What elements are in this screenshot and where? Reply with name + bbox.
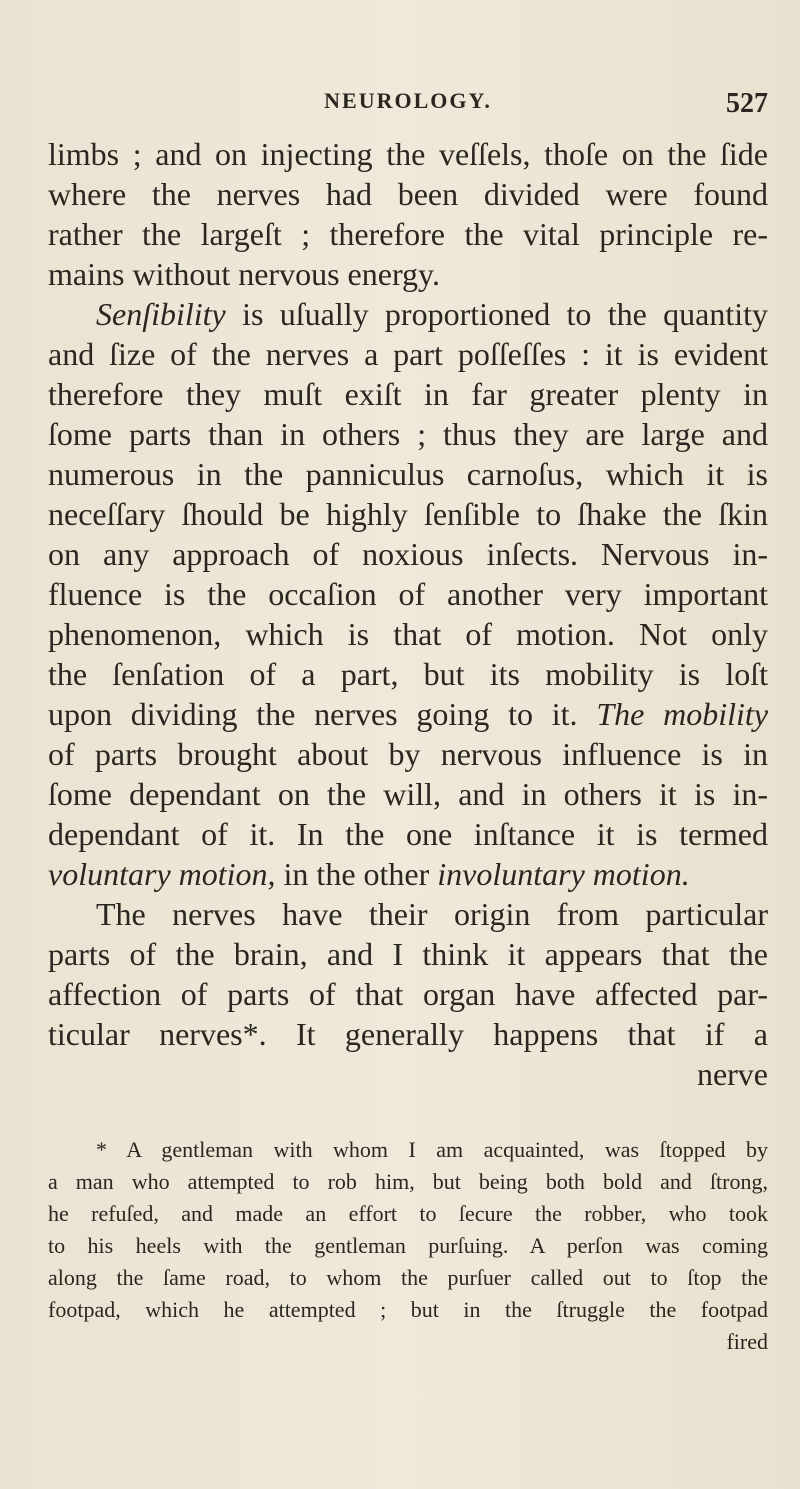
- text-line: rather the largeſt ; therefore the vital principle re-: [48, 216, 768, 252]
- text-line: where the nerves had been divided were found: [48, 176, 768, 212]
- footnote-catchword: fired: [726, 1329, 768, 1354]
- text-line: on any approach of noxious inſects. Nervous in-: [48, 536, 768, 572]
- text-line: ſome parts than in others ; thus they are large and: [48, 416, 768, 452]
- running-head: NEUROLOGY.: [324, 88, 492, 113]
- catchword: nerve: [696, 1056, 768, 1092]
- text-line: The nerves have their origin from particular: [96, 896, 768, 932]
- text-line: neceſſary ſhould be highly ſenſible to ſhake the ſkin: [48, 496, 768, 532]
- footnote-line: to his heels with the gentleman purſuing. A perſon was coming: [48, 1233, 768, 1258]
- text-line: ſome dependant on the will, and in others it is in-: [48, 776, 768, 812]
- text-fragment: is uſually proportioned to the quantity: [242, 296, 768, 332]
- text-line: [48, 294, 768, 334]
- text-line: affection of parts of that organ have affected par-: [48, 976, 768, 1012]
- text-line: and ſize of the nerves a part poſſeſſes : it is evident: [48, 336, 768, 372]
- text-fragment: in the other: [283, 856, 430, 892]
- text-line: mains without nervous energy.: [48, 256, 440, 292]
- text-line: [48, 694, 768, 734]
- italic-term-voluntary: voluntary motion,: [48, 856, 276, 892]
- text-line: numerous in the panniculus carnoſus, which it is: [48, 456, 768, 492]
- text-fragment: upon dividing the nerves going to it.: [48, 696, 578, 732]
- page-number: 527: [726, 88, 768, 119]
- text-line: phenomenon, which is that of motion. Not only: [48, 616, 768, 652]
- footnote-line: footpad, which he attempted ; but in the ſtruggle the footpad: [48, 1297, 768, 1322]
- text-line: ticular nerves*. It generally happens that if a: [48, 1016, 768, 1052]
- footnote-line: he refuſed, and made an effort to ſecure the robber, who took: [48, 1201, 768, 1226]
- page-header: [48, 88, 768, 128]
- footnote: [48, 1134, 768, 1358]
- text-line: the ſenſation of a part, but its mobility is loſt: [48, 656, 768, 692]
- text-line: of parts brought about by nervous influence is in: [48, 736, 768, 772]
- body-text: [48, 134, 768, 1094]
- footnote-line: a man who attempted to rob him, but being both bold and ſtrong,: [48, 1169, 768, 1194]
- text-line: limbs ; and on injecting the veſſels, thoſe on the ſide: [48, 136, 768, 172]
- text-line: fluence is the occaſion of another very important: [48, 576, 768, 612]
- italic-term-mobility: The mobility: [596, 696, 769, 732]
- text-line: [48, 854, 768, 894]
- italic-term-sensibility: Senſibility: [96, 296, 226, 332]
- text-line: therefore they muſt exiſt in far greater plenty in: [48, 376, 768, 412]
- text-line: parts of the brain, and I think it appears that the: [48, 936, 768, 972]
- text-line: dependant of it. In the one inſtance it is termed: [48, 816, 768, 852]
- footnote-line: along the ſame road, to whom the purſuer called out to ſtop the: [48, 1265, 768, 1290]
- footnote-line: * A gentleman with whom I am acquainted, was ſtopped by: [96, 1137, 768, 1162]
- italic-term-involuntary: involuntary motion.: [437, 856, 690, 892]
